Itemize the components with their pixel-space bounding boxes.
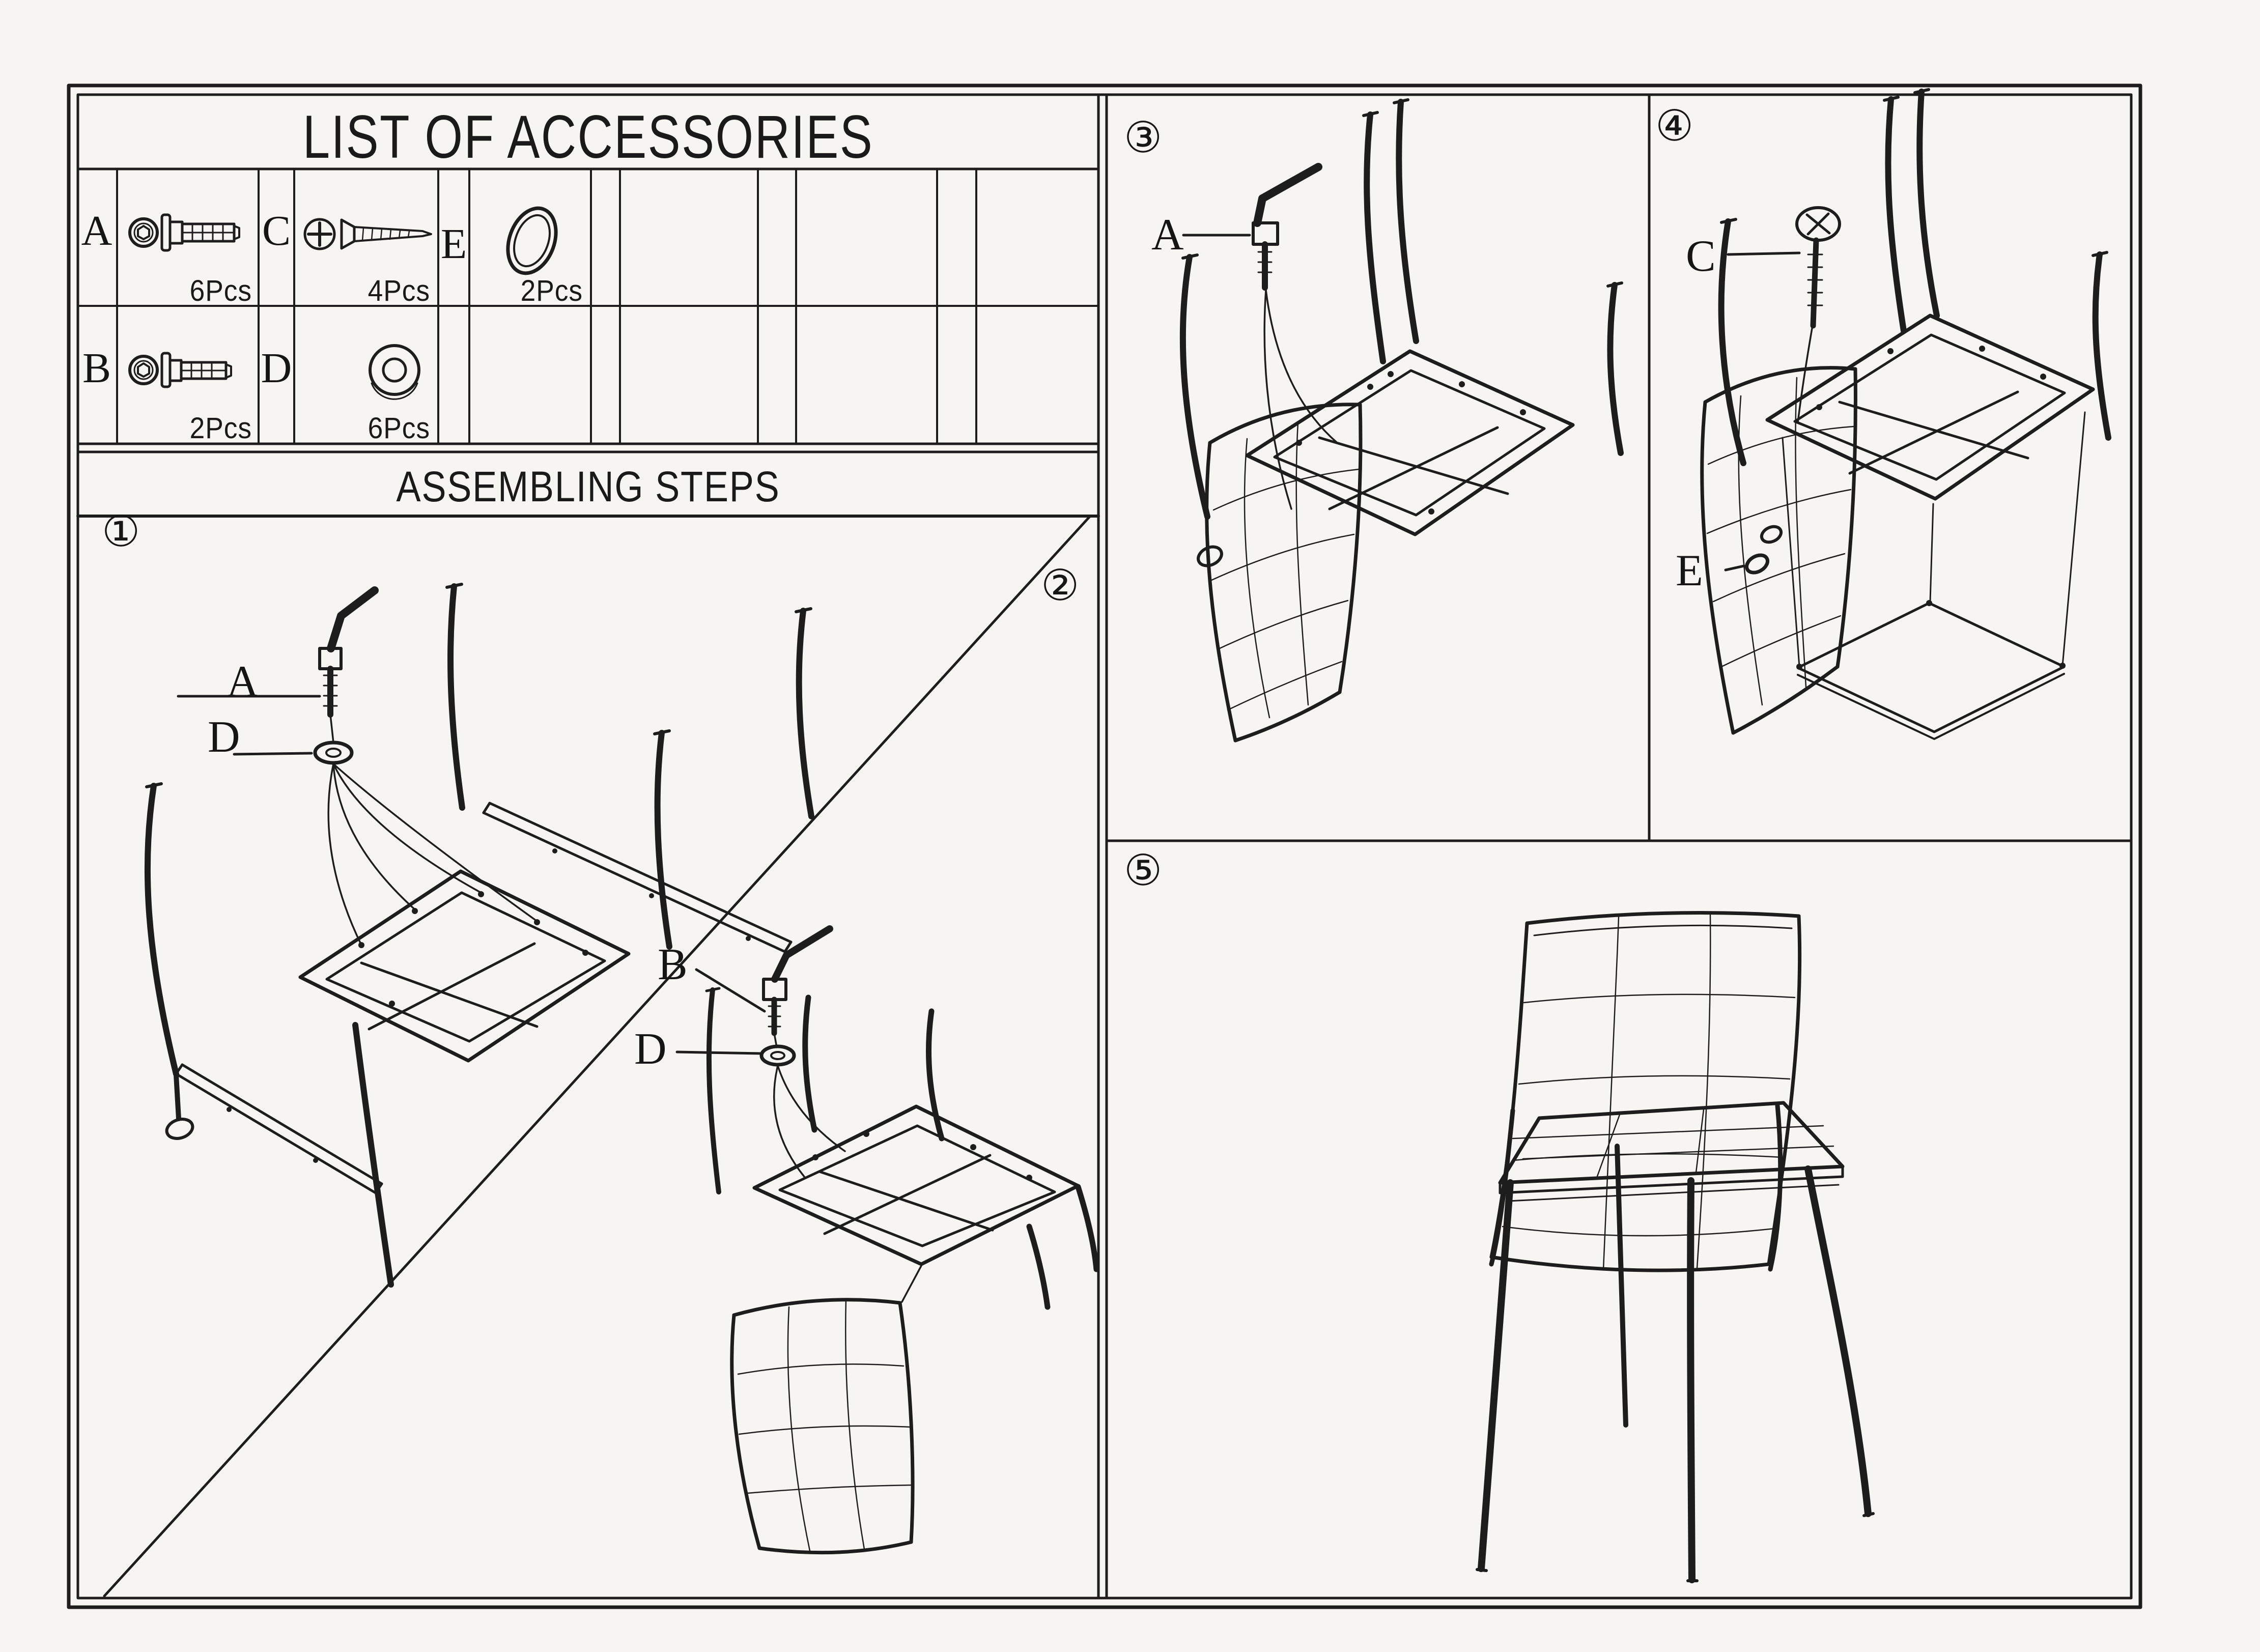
callout-step2-d: D bbox=[634, 1024, 667, 1074]
qty-part-b: 2Pcs bbox=[189, 412, 252, 445]
step-number-5: ⑤ bbox=[1124, 845, 1163, 895]
part-letter-a: A bbox=[81, 207, 112, 254]
qty-part-a: 6Pcs bbox=[189, 274, 252, 307]
allen-bolt-short-icon bbox=[128, 337, 250, 403]
step3-diagram bbox=[1106, 87, 1649, 841]
callout-step4-c: C bbox=[1686, 232, 1716, 281]
qty-part-e: 2Pcs bbox=[520, 274, 583, 307]
o-ring-icon bbox=[489, 187, 575, 294]
step-number-4: ④ bbox=[1655, 101, 1694, 151]
part-letter-c: C bbox=[262, 207, 291, 254]
part-letter-e: E bbox=[440, 220, 467, 268]
part-letter-d: D bbox=[261, 345, 292, 392]
callout-step4-e: E bbox=[1676, 546, 1703, 595]
step-number-1: ① bbox=[102, 506, 140, 556]
callout-step3-a: A bbox=[1151, 210, 1184, 260]
accessories-title: LIST OF ACCESSORIES bbox=[302, 103, 874, 171]
callout-step1-d: D bbox=[208, 713, 240, 762]
part-letter-b: B bbox=[82, 345, 111, 392]
step-number-2: ② bbox=[1041, 560, 1080, 610]
callout-step1-a: A bbox=[227, 657, 259, 706]
qty-part-c: 4Pcs bbox=[368, 274, 430, 307]
qty-part-d: 6Pcs bbox=[368, 412, 430, 445]
callout-step2-b: B bbox=[658, 940, 688, 989]
washer-icon bbox=[359, 338, 430, 410]
step5-diagram bbox=[1106, 841, 2131, 1598]
phillips-screw-icon bbox=[301, 203, 439, 269]
step1-step2-diagram bbox=[76, 515, 1099, 1602]
step-number-3: ③ bbox=[1124, 112, 1163, 162]
allen-bolt-icon bbox=[128, 200, 250, 266]
assembling-steps-title: ASSEMBLING STEPS bbox=[396, 463, 780, 510]
step4-diagram bbox=[1649, 87, 2131, 841]
